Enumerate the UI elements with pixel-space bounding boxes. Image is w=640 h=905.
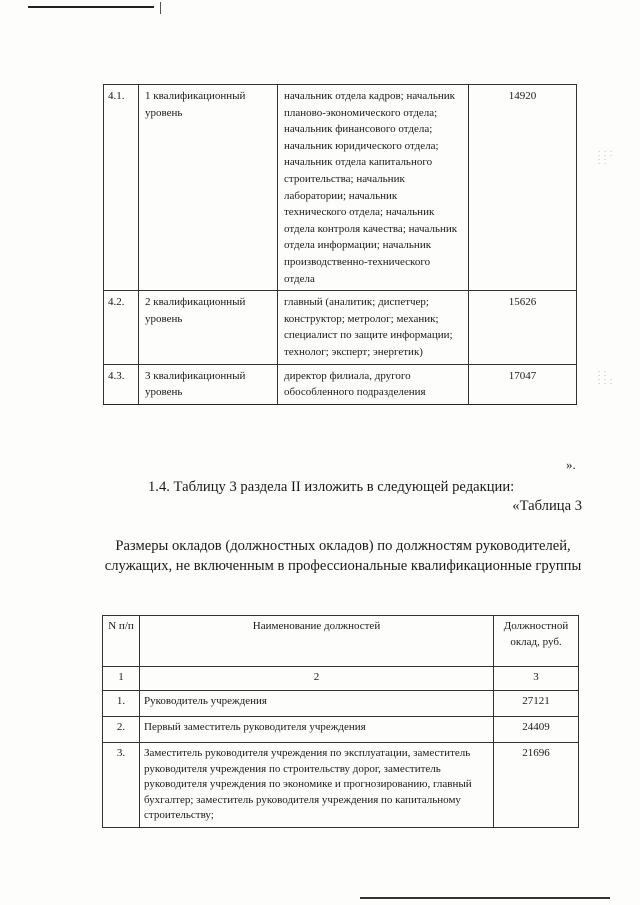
table-label: «Таблица 3: [512, 498, 582, 514]
scan-noise: ⁚ ⁚ ⁚ ⁚ ⁚: [598, 150, 614, 166]
column-number: 2: [140, 667, 494, 691]
table-title: Размеры окладов (должностных окладов) по должностям руководителей, служащих, не включенным в профессиональные квалификационные группы: [104, 538, 582, 574]
row-number: 4.2.: [104, 291, 139, 364]
salary-value: 24409: [494, 717, 579, 743]
header-position-name: Наименование должностей: [140, 616, 494, 667]
positions-list: начальник отдела кадров; начальник планово-экономического отдела; начальник финансового отдела; начальник юридического отдела; начальник отдела капитального строительства; начальник лаборатории; начальник технического отдела; начальник отдела контроля качества; начальник отдела информации; начальник производственно-технического отдела: [278, 85, 469, 291]
positions-salary-table-continued: [103, 84, 577, 405]
row-number: 4.3.: [104, 364, 139, 404]
salary-value: 17047: [469, 364, 577, 404]
row-number: 4.1.: [104, 85, 139, 291]
column-number: 3: [494, 667, 579, 691]
position-name: Заместитель руководителя учреждения по эксплуатации, заместитель руководителя учреждения по строительству дорог, заместитель руководителя учреждения по экономике и прогнозированию, главный бухгалтер; заместитель руководителя учреждения по капитальному строительству;: [140, 743, 494, 828]
scan-bottom-line: [360, 897, 610, 899]
closing-quote: ».: [566, 457, 576, 472]
column-number-row: [103, 667, 579, 691]
table-row: [103, 691, 579, 717]
salary-value: 15626: [469, 291, 577, 364]
column-number: 1: [103, 667, 140, 691]
header-salary: Должностной оклад, руб.: [494, 616, 579, 667]
positions-list: главный (аналитик; диспетчер; конструктор; метролог; механик; специалист по защите информации; технолог; эксперт; энергетик): [278, 291, 469, 364]
position-name: Руководитель учреждения: [140, 691, 494, 717]
qualification-level: 2 квалификационный уровень: [139, 291, 278, 364]
table-header-row: [103, 616, 579, 667]
scan-top-line: [28, 6, 154, 8]
row-number: 1.: [103, 691, 140, 717]
position-name: Первый заместитель руководителя учреждения: [140, 717, 494, 743]
table-3-salaries: [102, 615, 579, 828]
amendment-instruction: 1.4. Таблицу 3 раздела II изложить в следующей редакции:: [148, 479, 515, 495]
table-row: [104, 85, 577, 291]
row-number: 3.: [103, 743, 140, 828]
salary-value: 27121: [494, 691, 579, 717]
header-number: N п/п: [103, 616, 140, 667]
salary-value: 14920: [469, 85, 577, 291]
salary-value: 21696: [494, 743, 579, 828]
table-row: [103, 717, 579, 743]
scan-noise: ⁚ ⁚ ⁚ ⁚ ⁚: [598, 370, 614, 386]
qualification-level: 1 квалификационный уровень: [139, 85, 278, 291]
scan-top-mark: [160, 2, 161, 14]
row-number: 2.: [103, 717, 140, 743]
qualification-level: 3 квалификационный уровень: [139, 364, 278, 404]
table-row: [104, 291, 577, 364]
positions-list: директор филиала, другого обособленного подразделения: [278, 364, 469, 404]
table-row: [103, 743, 579, 828]
table-row: [104, 364, 577, 404]
